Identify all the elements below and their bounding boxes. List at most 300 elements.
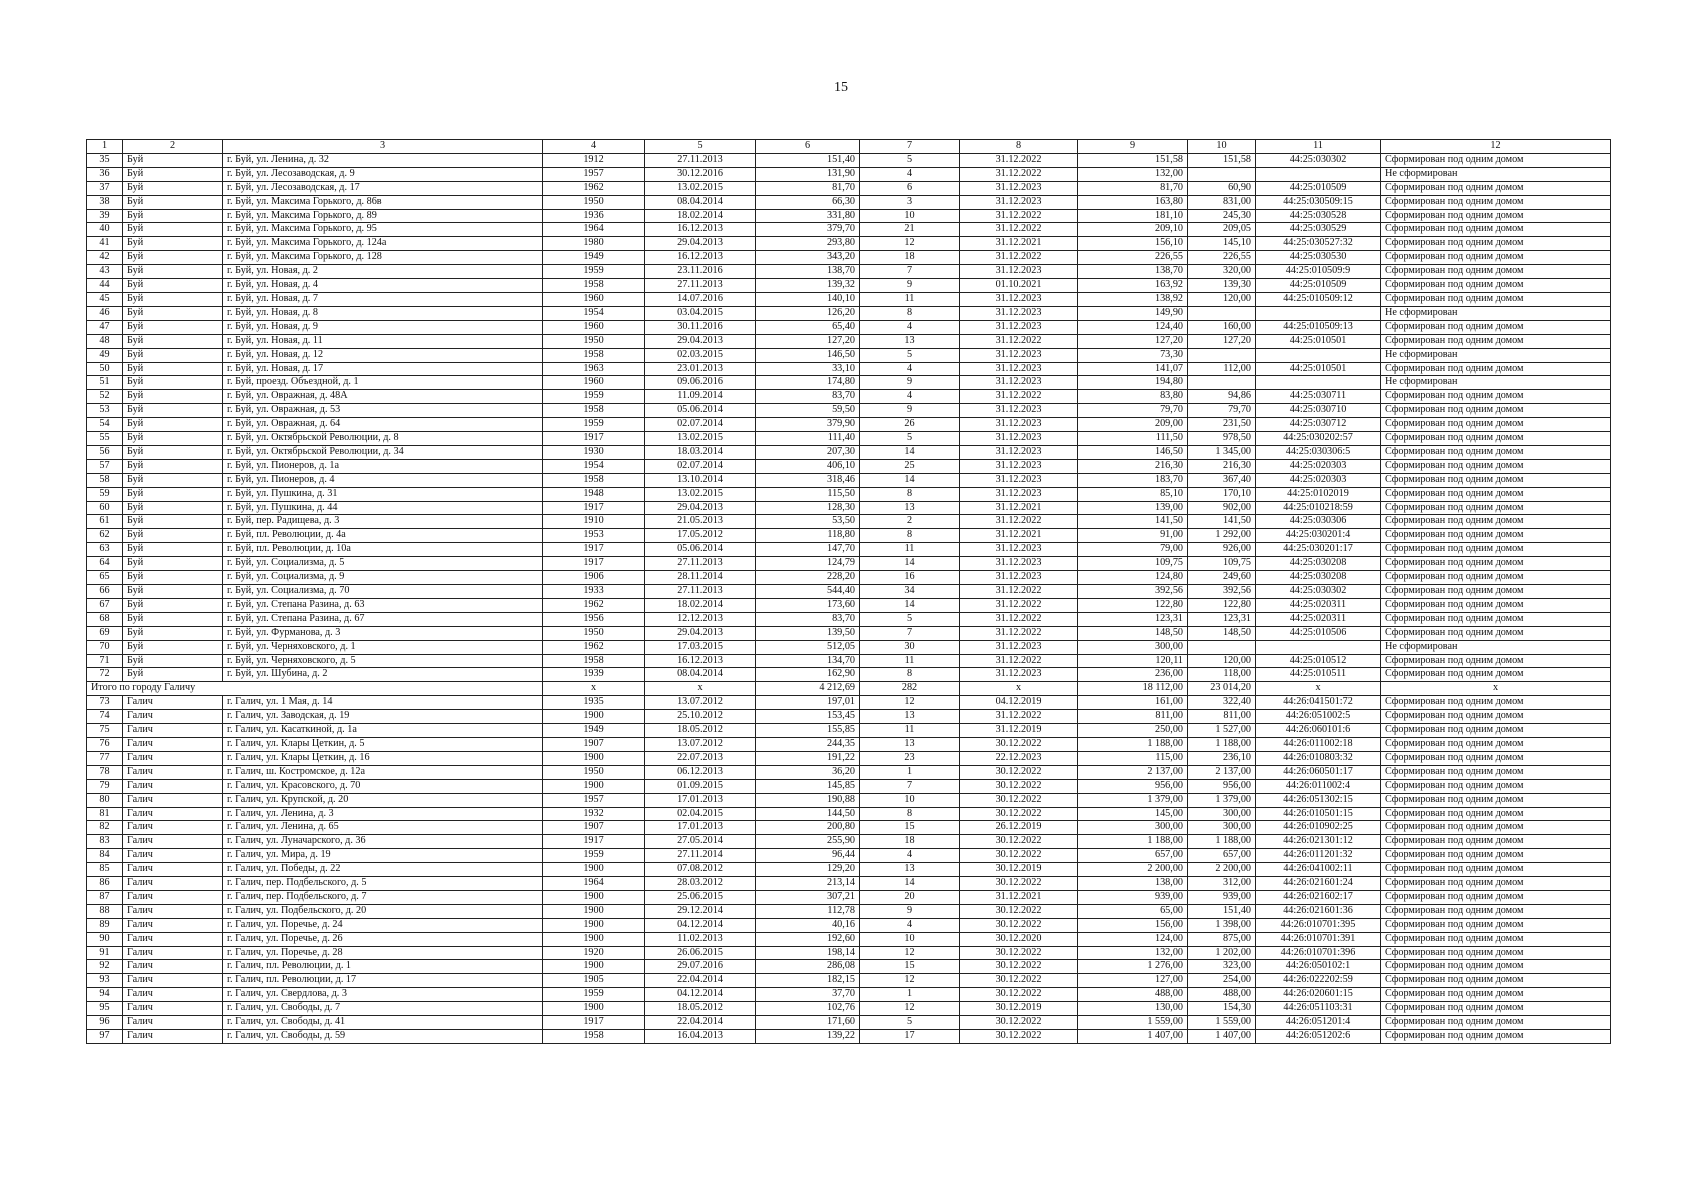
date-cell: 16.12.2013	[645, 654, 756, 668]
subtotal-c9-cell: 18 112,00	[1078, 682, 1188, 696]
build-year-cell: 1962	[543, 598, 645, 612]
column-number-cell: 3	[223, 140, 543, 154]
land-status-cell: Сформирован под одним домом	[1381, 751, 1611, 765]
address-cell: г. Буй, проезд. Объездной, д. 1	[223, 376, 543, 390]
residents-cell: 7	[860, 626, 960, 640]
area-cell: 83,70	[756, 390, 860, 404]
row-number-cell: 91	[87, 946, 123, 960]
table-row	[87, 1030, 1611, 1044]
land-area-cell: 902,00	[1188, 501, 1256, 515]
build-year-cell: 1900	[543, 890, 645, 904]
address-cell: г. Буй, ул. Шубина, д. 2	[223, 668, 543, 682]
subtotal-c12-cell: x	[1381, 682, 1611, 696]
land-area-cell: 875,00	[1188, 932, 1256, 946]
cadastral-number-cell: 44:26:011002:18	[1256, 737, 1381, 751]
address-cell: г. Галич, ул. Поречье, д. 28	[223, 946, 543, 960]
city-cell: Буй	[123, 501, 223, 515]
city-cell: Буй	[123, 445, 223, 459]
residents-cell: 26	[860, 418, 960, 432]
area-cell: 126,20	[756, 306, 860, 320]
cadastral-number-cell: 44:25:030527:32	[1256, 237, 1381, 251]
residents-cell: 5	[860, 153, 960, 167]
residents-cell: 12	[860, 946, 960, 960]
date-cell: 29.04.2013	[645, 626, 756, 640]
address-cell: г. Буй, ул. Октябрьской Революции, д. 8	[223, 432, 543, 446]
area-cell-9-cell: 300,00	[1078, 821, 1188, 835]
address-cell: г. Галич, пер. Подбельского, д. 5	[223, 877, 543, 891]
build-year-cell: 1900	[543, 960, 645, 974]
row-number-cell: 59	[87, 487, 123, 501]
subtotal-c5-cell: x	[645, 682, 756, 696]
city-cell: Галич	[123, 877, 223, 891]
build-year-cell: 1958	[543, 348, 645, 362]
date-cell: 13.02.2015	[645, 181, 756, 195]
deadline-date-cell: 30.12.2022	[960, 946, 1078, 960]
area-cell: 147,70	[756, 543, 860, 557]
area-cell: 102,76	[756, 1002, 860, 1016]
land-area-cell: 109,75	[1188, 557, 1256, 571]
land-area-cell: 94,86	[1188, 390, 1256, 404]
build-year-cell: 1907	[543, 737, 645, 751]
address-cell: г. Буй, ул. Степана Разина, д. 63	[223, 598, 543, 612]
date-cell: 29.04.2013	[645, 501, 756, 515]
land-area-cell	[1188, 640, 1256, 654]
area-cell-9-cell: 141,50	[1078, 515, 1188, 529]
date-cell: 08.04.2014	[645, 668, 756, 682]
land-area-cell: 320,00	[1188, 265, 1256, 279]
build-year-cell: 1949	[543, 724, 645, 738]
land-area-cell: 323,00	[1188, 960, 1256, 974]
table-row	[87, 946, 1611, 960]
build-year-cell: 1900	[543, 779, 645, 793]
build-year-cell: 1953	[543, 529, 645, 543]
cadastral-number-cell: 44:25:030208	[1256, 557, 1381, 571]
table-row	[87, 501, 1611, 515]
table-row	[87, 640, 1611, 654]
address-cell: г. Буй, ул. Новая, д. 7	[223, 292, 543, 306]
date-cell: 27.11.2013	[645, 279, 756, 293]
address-cell: г. Галич, пл. Революции, д. 17	[223, 974, 543, 988]
residents-cell: 34	[860, 585, 960, 599]
table-row	[87, 835, 1611, 849]
cadastral-number-cell: 44:25:030201:17	[1256, 543, 1381, 557]
deadline-date-cell: 04.12.2019	[960, 696, 1078, 710]
build-year-cell: 1959	[543, 418, 645, 432]
table-row	[87, 668, 1611, 682]
deadline-date-cell: 31.12.2022	[960, 390, 1078, 404]
area-cell: 213,14	[756, 877, 860, 891]
date-cell: 30.12.2016	[645, 167, 756, 181]
date-cell: 26.06.2015	[645, 946, 756, 960]
area-cell-9-cell: 124,00	[1078, 932, 1188, 946]
row-number-cell: 45	[87, 292, 123, 306]
city-cell: Галич	[123, 807, 223, 821]
address-cell: г. Буй, ул. Социализма, д. 5	[223, 557, 543, 571]
date-cell: 25.06.2015	[645, 890, 756, 904]
land-area-cell: 120,00	[1188, 654, 1256, 668]
area-cell: 171,60	[756, 1016, 860, 1030]
land-area-cell	[1188, 348, 1256, 362]
deadline-date-cell: 30.12.2020	[960, 932, 1078, 946]
deadline-date-cell: 30.12.2022	[960, 779, 1078, 793]
address-cell: г. Буй, ул. Октябрьской Революции, д. 34	[223, 445, 543, 459]
build-year-cell: 1917	[543, 543, 645, 557]
city-cell: Буй	[123, 334, 223, 348]
build-year-cell: 1933	[543, 585, 645, 599]
row-number-cell: 90	[87, 932, 123, 946]
address-cell: г. Буй, ул. Черняховского, д. 5	[223, 654, 543, 668]
area-cell-9-cell: 209,10	[1078, 223, 1188, 237]
table-row	[87, 529, 1611, 543]
area-cell-9-cell: 156,10	[1078, 237, 1188, 251]
land-area-cell: 160,00	[1188, 320, 1256, 334]
land-area-cell: 254,00	[1188, 974, 1256, 988]
cadastral-number-cell: 44:25:020303	[1256, 473, 1381, 487]
build-year-cell: 1917	[543, 835, 645, 849]
build-year-cell: 1958	[543, 404, 645, 418]
table-row	[87, 473, 1611, 487]
residents-cell: 11	[860, 543, 960, 557]
city-cell: Галич	[123, 932, 223, 946]
deadline-date-cell: 31.12.2022	[960, 515, 1078, 529]
address-cell: г. Галич, ул. Подбельского, д. 20	[223, 904, 543, 918]
table-row	[87, 390, 1611, 404]
address-cell: г. Буй, ул. Лесозаводская, д. 9	[223, 167, 543, 181]
cadastral-number-cell: 44:26:010501:15	[1256, 807, 1381, 821]
table-row	[87, 251, 1611, 265]
build-year-cell: 1958	[543, 1030, 645, 1044]
residents-cell: 20	[860, 890, 960, 904]
address-cell: г. Галич, ул. Крупской, д. 20	[223, 793, 543, 807]
address-cell: г. Галич, ул. Заводская, д. 19	[223, 710, 543, 724]
cadastral-number-cell: 44:25:030306	[1256, 515, 1381, 529]
deadline-date-cell: 30.12.2019	[960, 1002, 1078, 1016]
table-row	[87, 877, 1611, 891]
date-cell: 12.12.2013	[645, 612, 756, 626]
row-number-cell: 37	[87, 181, 123, 195]
date-cell: 11.09.2014	[645, 390, 756, 404]
land-status-cell: Сформирован под одним домом	[1381, 612, 1611, 626]
residents-cell: 21	[860, 223, 960, 237]
date-cell: 16.04.2013	[645, 1030, 756, 1044]
deadline-date-cell: 31.12.2022	[960, 251, 1078, 265]
residents-cell: 11	[860, 724, 960, 738]
area-cell-9-cell: 1 379,00	[1078, 793, 1188, 807]
address-cell: г. Буй, ул. Социализма, д. 70	[223, 585, 543, 599]
address-cell: г. Галич, ул. Свободы, д. 41	[223, 1016, 543, 1030]
city-cell: Буй	[123, 292, 223, 306]
row-number-cell: 47	[87, 320, 123, 334]
cadastral-number-cell: 44:25:030202:57	[1256, 432, 1381, 446]
land-status-cell: Сформирован под одним домом	[1381, 904, 1611, 918]
date-cell: 17.01.2013	[645, 821, 756, 835]
area-cell: 544,40	[756, 585, 860, 599]
cadastral-number-cell	[1256, 376, 1381, 390]
land-status-cell: Сформирован под одним домом	[1381, 432, 1611, 446]
area-cell: 53,50	[756, 515, 860, 529]
area-cell: 286,08	[756, 960, 860, 974]
residents-cell: 8	[860, 487, 960, 501]
deadline-date-cell: 30.12.2022	[960, 849, 1078, 863]
land-area-cell: 488,00	[1188, 988, 1256, 1002]
land-status-cell: Сформирован под одним домом	[1381, 265, 1611, 279]
land-area-cell	[1188, 167, 1256, 181]
build-year-cell: 1958	[543, 279, 645, 293]
column-number-cell: 4	[543, 140, 645, 154]
row-number-cell: 40	[87, 223, 123, 237]
city-cell: Буй	[123, 306, 223, 320]
land-status-cell: Сформирован под одним домом	[1381, 696, 1611, 710]
row-number-cell: 60	[87, 501, 123, 515]
area-cell-9-cell: 163,80	[1078, 195, 1188, 209]
table-row	[87, 265, 1611, 279]
date-cell: 29.07.2016	[645, 960, 756, 974]
residents-cell: 13	[860, 863, 960, 877]
deadline-date-cell: 31.12.2022	[960, 167, 1078, 181]
city-cell: Галич	[123, 696, 223, 710]
city-cell: Галич	[123, 765, 223, 779]
build-year-cell: 1962	[543, 181, 645, 195]
cadastral-number-cell: 44:26:060501:17	[1256, 765, 1381, 779]
cadastral-number-cell: 44:26:051002:5	[1256, 710, 1381, 724]
cadastral-number-cell: 44:26:060101:6	[1256, 724, 1381, 738]
row-number-cell: 74	[87, 710, 123, 724]
deadline-date-cell: 31.12.2021	[960, 529, 1078, 543]
city-cell: Буй	[123, 376, 223, 390]
deadline-date-cell: 30.12.2022	[960, 1016, 1078, 1030]
address-cell: г. Буй, ул. Ленина, д. 32	[223, 153, 543, 167]
table-row	[87, 153, 1611, 167]
area-cell-9-cell: 1 188,00	[1078, 835, 1188, 849]
row-number-cell: 76	[87, 737, 123, 751]
residents-cell: 14	[860, 598, 960, 612]
table-row	[87, 585, 1611, 599]
build-year-cell: 1905	[543, 974, 645, 988]
city-cell: Галич	[123, 988, 223, 1002]
deadline-date-cell: 30.12.2022	[960, 918, 1078, 932]
build-year-cell: 1932	[543, 807, 645, 821]
build-year-cell: 1959	[543, 265, 645, 279]
date-cell: 25.10.2012	[645, 710, 756, 724]
area-cell-9-cell: 1 276,00	[1078, 960, 1188, 974]
land-area-cell: 1 188,00	[1188, 835, 1256, 849]
cadastral-number-cell: 44:25:030528	[1256, 209, 1381, 223]
residents-cell: 13	[860, 710, 960, 724]
city-cell: Галич	[123, 724, 223, 738]
land-status-cell: Сформирован под одним домом	[1381, 515, 1611, 529]
area-cell-9-cell: 250,00	[1078, 724, 1188, 738]
table-row	[87, 376, 1611, 390]
date-cell: 13.07.2012	[645, 696, 756, 710]
land-status-cell: Сформирован под одним домом	[1381, 279, 1611, 293]
date-cell: 05.06.2014	[645, 404, 756, 418]
land-status-cell: Сформирован под одним домом	[1381, 473, 1611, 487]
land-area-cell: 216,30	[1188, 459, 1256, 473]
date-cell: 16.12.2013	[645, 251, 756, 265]
row-number-cell: 72	[87, 668, 123, 682]
subtotal-c11-cell: x	[1256, 682, 1381, 696]
deadline-date-cell: 31.12.2022	[960, 710, 1078, 724]
address-cell: г. Галич, ул. 1 Мая, д. 14	[223, 696, 543, 710]
table-row	[87, 821, 1611, 835]
area-cell: 129,20	[756, 863, 860, 877]
build-year-cell: 1900	[543, 863, 645, 877]
cadastral-number-cell: 44:26:022202:59	[1256, 974, 1381, 988]
land-status-cell: Сформирован под одним домом	[1381, 946, 1611, 960]
date-cell: 18.05.2012	[645, 724, 756, 738]
area-cell: 115,50	[756, 487, 860, 501]
address-cell: г. Буй, ул. Овражная, д. 64	[223, 418, 543, 432]
city-cell: Буй	[123, 404, 223, 418]
area-cell-9-cell: 79,70	[1078, 404, 1188, 418]
land-status-cell: Сформирован под одним домом	[1381, 779, 1611, 793]
cadastral-number-cell: 44:25:030302	[1256, 153, 1381, 167]
cadastral-number-cell: 44:25:010501	[1256, 362, 1381, 376]
date-cell: 14.07.2016	[645, 292, 756, 306]
land-area-cell: 236,10	[1188, 751, 1256, 765]
residents-cell: 9	[860, 404, 960, 418]
column-number-cell: 7	[860, 140, 960, 154]
area-cell-9-cell: 657,00	[1078, 849, 1188, 863]
address-cell: г. Буй, пл. Революции, д. 10а	[223, 543, 543, 557]
date-cell: 08.04.2014	[645, 195, 756, 209]
table-row	[87, 334, 1611, 348]
row-number-cell: 85	[87, 863, 123, 877]
column-number-cell: 11	[1256, 140, 1381, 154]
deadline-date-cell: 30.12.2022	[960, 974, 1078, 988]
table-row	[87, 279, 1611, 293]
row-number-cell: 93	[87, 974, 123, 988]
deadline-date-cell: 31.12.2021	[960, 501, 1078, 515]
cadastral-number-cell: 44:25:030529	[1256, 223, 1381, 237]
cadastral-number-cell: 44:25:010509:12	[1256, 292, 1381, 306]
area-cell-9-cell: 85,10	[1078, 487, 1188, 501]
residents-cell: 11	[860, 292, 960, 306]
land-area-cell: 154,30	[1188, 1002, 1256, 1016]
column-number-cell: 6	[756, 140, 860, 154]
subtotal-c4-cell: x	[543, 682, 645, 696]
city-cell: Буй	[123, 195, 223, 209]
city-cell: Буй	[123, 612, 223, 626]
row-number-cell: 39	[87, 209, 123, 223]
cadastral-number-cell: 44:25:030302	[1256, 585, 1381, 599]
build-year-cell: 1939	[543, 668, 645, 682]
address-cell: г. Галич, пл. Революции, д. 1	[223, 960, 543, 974]
area-cell-9-cell: 149,90	[1078, 306, 1188, 320]
land-status-cell: Сформирован под одним домом	[1381, 571, 1611, 585]
residents-cell: 23	[860, 751, 960, 765]
residents-cell: 14	[860, 473, 960, 487]
area-cell: 198,14	[756, 946, 860, 960]
area-cell-9-cell: 2 137,00	[1078, 765, 1188, 779]
deadline-date-cell: 31.12.2022	[960, 334, 1078, 348]
land-status-cell: Не сформирован	[1381, 306, 1611, 320]
row-number-cell: 44	[87, 279, 123, 293]
land-status-cell: Сформирован под одним домом	[1381, 292, 1611, 306]
build-year-cell: 1935	[543, 696, 645, 710]
residents-cell: 12	[860, 1002, 960, 1016]
land-status-cell: Сформирован под одним домом	[1381, 195, 1611, 209]
column-number-cell: 2	[123, 140, 223, 154]
residents-cell: 12	[860, 974, 960, 988]
column-number-cell: 12	[1381, 140, 1611, 154]
address-cell: г. Буй, ул. Максима Горького, д. 89	[223, 209, 543, 223]
residents-cell: 18	[860, 251, 960, 265]
residents-cell: 1	[860, 765, 960, 779]
area-cell: 96,44	[756, 849, 860, 863]
area-cell-9-cell: 148,50	[1078, 626, 1188, 640]
city-cell: Буй	[123, 251, 223, 265]
land-status-cell: Сформирован под одним домом	[1381, 557, 1611, 571]
city-cell: Буй	[123, 153, 223, 167]
build-year-cell: 1960	[543, 376, 645, 390]
date-cell: 02.07.2014	[645, 459, 756, 473]
land-status-cell: Сформирован под одним домом	[1381, 988, 1611, 1002]
deadline-date-cell: 30.12.2022	[960, 807, 1078, 821]
city-cell: Галич	[123, 904, 223, 918]
residents-cell: 4	[860, 362, 960, 376]
date-cell: 23.11.2016	[645, 265, 756, 279]
city-cell: Галич	[123, 974, 223, 988]
table-row	[87, 654, 1611, 668]
deadline-date-cell: 31.12.2023	[960, 362, 1078, 376]
row-number-cell: 52	[87, 390, 123, 404]
land-status-cell: Сформирован под одним домом	[1381, 849, 1611, 863]
residents-cell: 7	[860, 779, 960, 793]
land-area-cell: 367,40	[1188, 473, 1256, 487]
residents-cell: 15	[860, 960, 960, 974]
deadline-date-cell: 22.12.2023	[960, 751, 1078, 765]
table-row	[87, 612, 1611, 626]
deadline-date-cell: 31.12.2023	[960, 473, 1078, 487]
area-cell: 81,70	[756, 181, 860, 195]
city-cell: Галич	[123, 793, 223, 807]
table-row	[87, 779, 1611, 793]
land-area-cell: 1 188,00	[1188, 737, 1256, 751]
deadline-date-cell: 31.12.2023	[960, 320, 1078, 334]
cadastral-number-cell: 44:25:030208	[1256, 571, 1381, 585]
city-cell: Буй	[123, 626, 223, 640]
row-number-cell: 48	[87, 334, 123, 348]
area-cell: 40,16	[756, 918, 860, 932]
date-cell: 11.02.2013	[645, 932, 756, 946]
land-status-cell: Сформирован под одним домом	[1381, 223, 1611, 237]
cadastral-number-cell: 44:25:010506	[1256, 626, 1381, 640]
column-number-cell: 1	[87, 140, 123, 154]
address-cell: г. Галич, ул. Свободы, д. 59	[223, 1030, 543, 1044]
residents-cell: 4	[860, 849, 960, 863]
residents-cell: 14	[860, 877, 960, 891]
build-year-cell: 1960	[543, 320, 645, 334]
build-year-cell: 1950	[543, 626, 645, 640]
area-cell: 112,78	[756, 904, 860, 918]
date-cell: 06.12.2013	[645, 765, 756, 779]
address-cell: г. Галич, ул. Ленина, д. 65	[223, 821, 543, 835]
date-cell: 02.07.2014	[645, 418, 756, 432]
deadline-date-cell: 30.12.2022	[960, 988, 1078, 1002]
deadline-date-cell: 26.12.2019	[960, 821, 1078, 835]
area-cell: 343,20	[756, 251, 860, 265]
area-cell-9-cell: 141,07	[1078, 362, 1188, 376]
area-cell-9-cell: 181,10	[1078, 209, 1188, 223]
address-cell: г. Буй, ул. Овражная, д. 48А	[223, 390, 543, 404]
row-number-cell: 69	[87, 626, 123, 640]
cadastral-number-cell: 44:25:030306:5	[1256, 445, 1381, 459]
land-status-cell: Сформирован под одним домом	[1381, 334, 1611, 348]
land-status-cell: Сформирован под одним домом	[1381, 362, 1611, 376]
cadastral-number-cell: 44:25:010509	[1256, 279, 1381, 293]
address-cell: г. Буй, пл. Революции, д. 4а	[223, 529, 543, 543]
